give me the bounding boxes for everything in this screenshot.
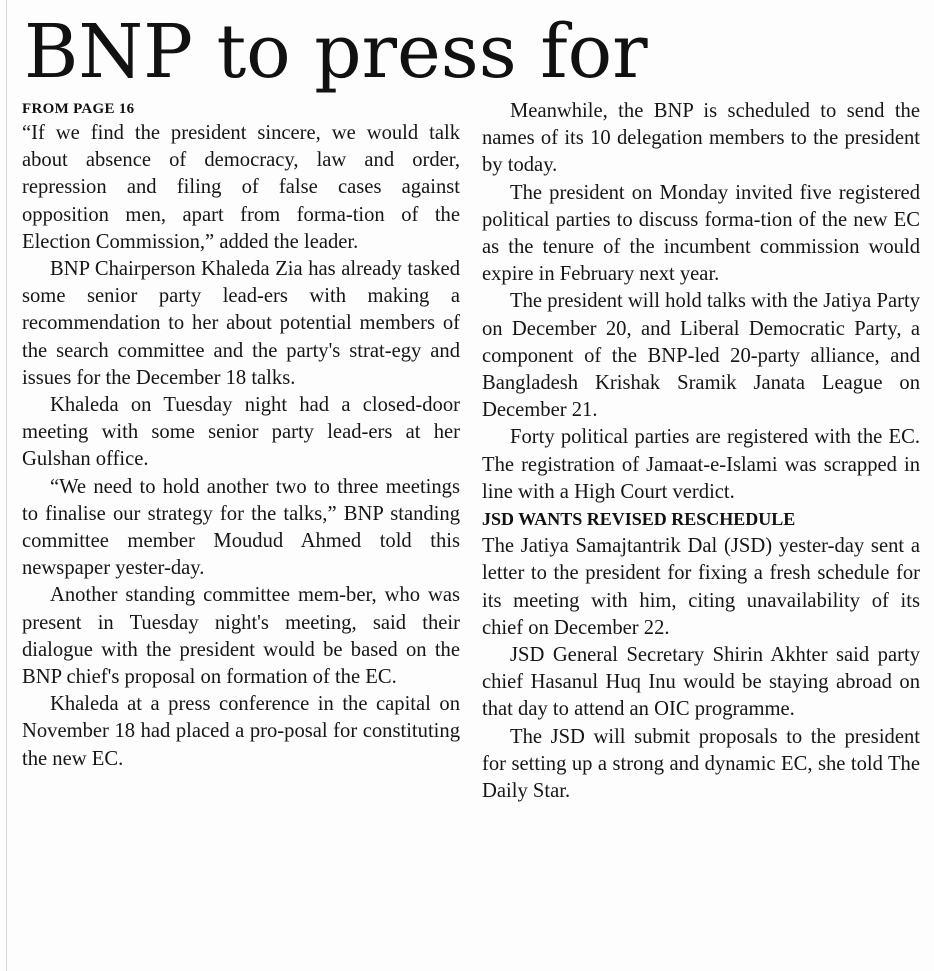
article-column-right: [482, 98, 920, 968]
section-subhead: JSD WANTS REVISED RESCHEDULE: [482, 509, 796, 530]
article-paragraph: The president on Monday invited five registered political parties to discuss forma-tion of the new EC as the tenure of the incumbent commission would expire in February next year.: [482, 181, 920, 286]
article-paragraph: BNP Chairperson Khaleda Zia has already tasked some senior party lead-ers with making a recommendation to her about potential members of the search committee and the party's strat-egy and issues for the December 18 talks.: [22, 258, 460, 389]
article-paragraph: The JSD will submit proposals to the president for setting up a strong and dynamic EC, she told The Daily Star.: [482, 725, 920, 803]
article-paragraph: The president will hold talks with the Jatiya Party on December 20, and Liberal Democratic Party, a component of the BNP-led 20-party alliance, and Bangladesh Krishak Sramik Janata League on December 21.: [482, 290, 920, 422]
article-paragraph: Khaleda on Tuesday night had a closed-door meeting with some senior party lead-ers at her Gulshan office.: [22, 394, 460, 471]
headline: BNP to press for: [24, 9, 648, 95]
continuation-kicker: FROM PAGE 16: [22, 101, 135, 117]
article-paragraph: “We need to hold another two to three meetings to finalise our strategy for the talks,” BNP standing committee member Moudud Ahmed told this newspaper yester-day.: [22, 475, 460, 580]
scan-edge-divider: [6, 0, 7, 971]
article-paragraph: “If we find the president sincere, we would talk about absence of democracy, law and order, repression and filing of false cases against opposition men, apart from forma-tion of the Election Commission,” added the leader.: [22, 122, 460, 253]
article-paragraph: Khaleda at a press conference in the capital on November 18 had placed a pro-posal for constituting the new EC.: [22, 693, 460, 770]
article-paragraph: Forty political parties are registered with the EC. The registration of Jamaat-e-Islami was scrapped in line with a High Court verdict.: [482, 426, 920, 503]
article-paragraph: Meanwhile, the BNP is scheduled to send the names of its 10 delegation members to the president by today.: [482, 100, 920, 177]
article-column-left: [22, 98, 460, 968]
article-paragraph: Another standing committee mem-ber, who was present in Tuesday night's meeting, said their dialogue with the president would be based on the BNP chief's proposal on formation of the EC.: [22, 584, 460, 689]
article-paragraph: The Jatiya Samajtantrik Dal (JSD) yester-day sent a letter to the president for fixing a fresh schedule for its meeting with him, citing unavailability of its chief on December 22.: [482, 535, 920, 639]
article-paragraph: JSD General Secretary Shirin Akhter said party chief Hasanul Huq Inu would be staying abroad on that day to attend an OIC programme.: [482, 644, 920, 721]
